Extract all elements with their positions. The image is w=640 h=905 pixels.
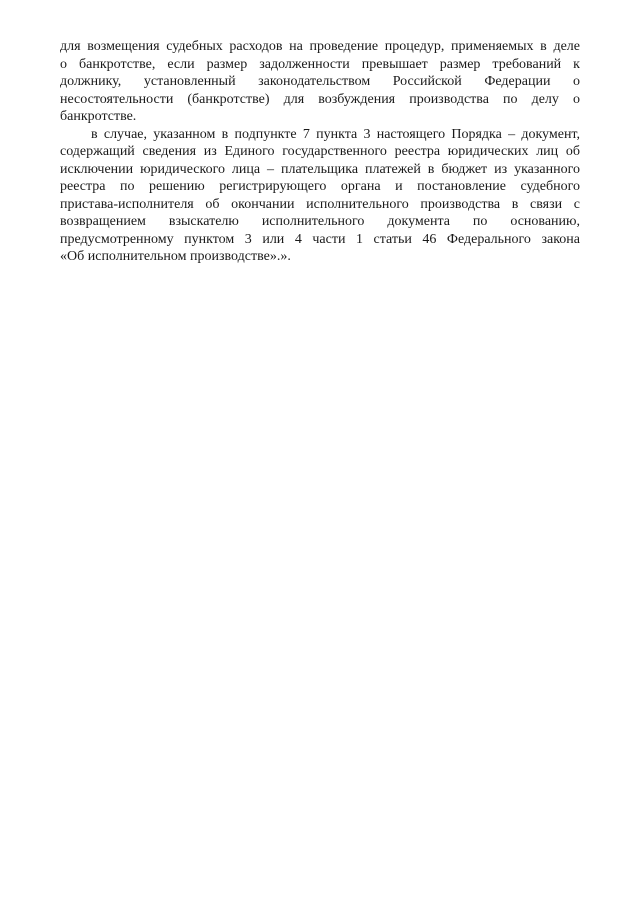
text-line: реестра по решению регистрирующего органа и постановление судебного xyxy=(60,179,580,194)
text-line: предусмотренному пунктом 3 или 4 части 1 статьи 46 Федерального закона xyxy=(60,231,580,247)
text-line: пристава-исполнителя об окончании исполнительного производства в связи с xyxy=(60,196,580,212)
text-line: для возмещения судебных расходов на проведение процедур, применяемых в деле xyxy=(60,39,580,54)
text-line: несостоятельности (банкротстве) для возбуждения производства по делу о xyxy=(60,91,580,107)
text-line: должнику, установленный законодательством Российской Федерации о xyxy=(60,74,580,89)
text-line: банкротстве. xyxy=(60,109,137,124)
text-line: в случае, указанном в подпункте 7 пункта 3 настоящего Порядка – документ, xyxy=(91,126,580,142)
text-line: «Об исполнительном производстве».». xyxy=(60,249,291,264)
paragraph-bankruptcy-expenses xyxy=(60,38,580,126)
paragraph-subparagraph-7 xyxy=(60,126,580,266)
text-line: о банкротстве, если размер задолженности превышает размер требований к xyxy=(60,56,580,72)
document-body xyxy=(60,38,580,266)
text-line: исключении юридического лица – плательщика платежей в бюджет из указанного xyxy=(60,161,580,177)
text-line: содержащий сведения из Единого государственного реестра юридических лиц об xyxy=(60,144,580,159)
text-line: возвращением взыскателю исполнительного документа по основанию, xyxy=(60,214,580,229)
